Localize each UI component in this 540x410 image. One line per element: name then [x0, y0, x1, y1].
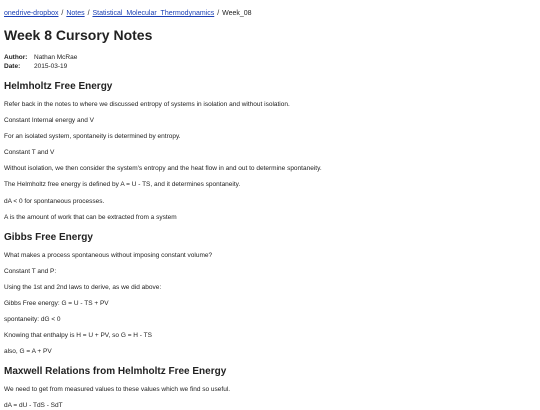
- section-heading: Helmholtz Free Energy: [4, 81, 113, 92]
- paragraph: The Helmholtz free energy is defined by A = U - TS, and it determines spontaneity.: [4, 181, 241, 189]
- paragraph: Constant Internal energy and V: [4, 117, 94, 125]
- breadcrumb-link-notes[interactable]: Notes: [66, 10, 85, 17]
- author-value: Nathan McRae: [34, 54, 78, 61]
- content: [4, 81, 536, 410]
- breadcrumb-separator: /: [215, 10, 222, 17]
- date-label: Date:: [4, 63, 21, 70]
- breadcrumb-separator: /: [85, 10, 92, 17]
- paragraph: For an isolated system, spontaneity is determined by entropy.: [4, 133, 181, 141]
- paragraph: Using the 1st and 2nd laws to derive, as we did above:: [4, 283, 162, 291]
- date-value: 2015-03-19: [34, 63, 68, 70]
- paragraph: What makes a process spontaneous without imposing constant volume?: [4, 251, 213, 259]
- paragraph: dA = dU - TdS - SdT: [4, 402, 63, 410]
- breadcrumb-link-onedrive-dropbox[interactable]: onedrive-dropbox: [4, 10, 59, 17]
- paragraph: Refer back in the notes to where we discussed entropy of systems in isolation and without isolation.: [4, 101, 290, 108]
- paragraph: Constant T and P:: [4, 267, 57, 275]
- section: [4, 232, 536, 357]
- meta-author-row: [4, 53, 536, 62]
- paragraph: also, G = A + PV: [4, 348, 52, 356]
- paragraph: We need to get from measured values to these values which we find so useful.: [4, 386, 231, 394]
- paragraph: Gibbs Free energy: G = U - TS + PV: [4, 299, 109, 307]
- paragraph: Without isolation, we then consider the system's entropy and the heat flow in and out to determine spontaneity.: [4, 165, 322, 173]
- paragraph: spontaneity: dG < 0: [4, 316, 61, 324]
- breadcrumb-current: Week_08: [222, 10, 252, 17]
- paragraph: Constant T and V: [4, 149, 55, 157]
- meta-date-row: [4, 62, 536, 71]
- paragraph: Knowing that enthalpy is H = U + PV, so G = H - TS: [4, 332, 152, 340]
- author-label: Author:: [4, 54, 28, 61]
- breadcrumb: [4, 9, 536, 19]
- paragraph: dA < 0 for spontaneous processes.: [4, 197, 105, 205]
- breadcrumb-link-statistical-molecular-thermodynamics[interactable]: Statistical_Molecular_Thermodynamics: [92, 10, 215, 17]
- section: [4, 81, 536, 222]
- section: [4, 366, 536, 410]
- breadcrumb-separator: /: [59, 10, 66, 17]
- document-meta: [4, 53, 536, 71]
- section-heading: Maxwell Relations from Helmholtz Free Energy: [4, 366, 227, 378]
- page-title: Week 8 Cursory Notes: [4, 27, 153, 43]
- paragraph: A is the amount of work that can be extracted from a system: [4, 213, 177, 221]
- section-heading: Gibbs Free Energy: [4, 231, 93, 243]
